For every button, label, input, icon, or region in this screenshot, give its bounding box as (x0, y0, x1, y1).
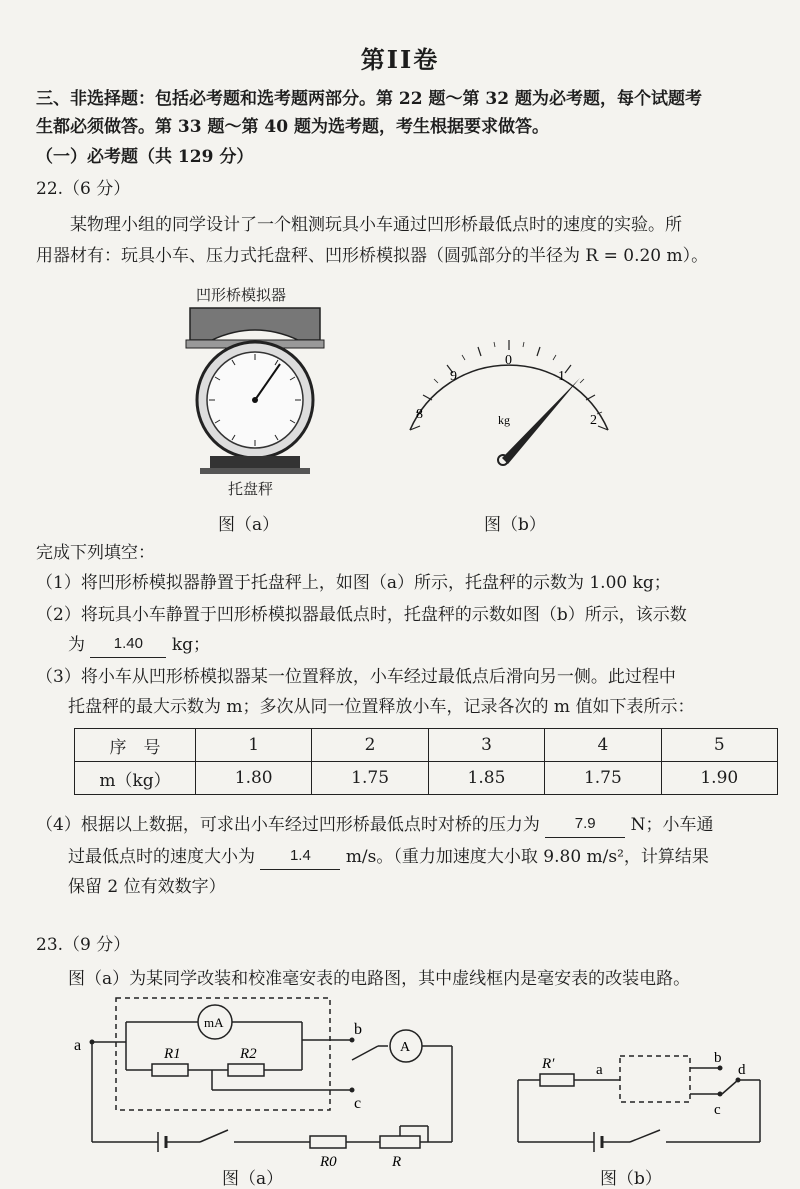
dial-tick-2: 2 (590, 413, 597, 428)
dial-tick-9: 9 (450, 369, 457, 384)
label-r2: R2 (240, 1046, 257, 1062)
dial-tick-8: 8 (416, 407, 423, 422)
q22-item2-line2 (68, 634, 210, 658)
dial-tick-0: 0 (505, 353, 512, 368)
table-row (75, 762, 778, 795)
label-b-c: c (714, 1102, 721, 1118)
item2-suffix: kg； (171, 635, 210, 655)
answer-blank-speed (260, 846, 340, 870)
answer-force: 7.9 (574, 815, 596, 832)
label-milliammeter: mA (204, 1015, 224, 1030)
q22-item1: （1）将凹形桥模拟器静置于托盘秤上，如图（a）所示，托盘秤的示数为 1.00 kg； (36, 573, 671, 593)
answer-blank-force (545, 814, 625, 838)
q22-header: 22.（6 分） (36, 179, 131, 199)
q22-item3-line1: （3）将小车从凹形桥模拟器某一位置释放，小车经过最低点后滑向另一侧。此过程中 (36, 667, 676, 687)
table-value: 1.75 (312, 762, 428, 795)
fig-a-caption: 图（a） (218, 515, 280, 535)
q22-item4-line3: 保留 2 位有效数字） (68, 877, 226, 897)
label-ammeter: A (400, 1040, 411, 1055)
label-b: b (354, 1021, 362, 1038)
answer-blank-mass (90, 634, 166, 658)
table-value: 1.75 (545, 762, 661, 795)
fig-b-caption: 图（b） (484, 515, 546, 535)
fill-intro: 完成下列填空： (36, 543, 155, 563)
q22-item4-line1 (36, 814, 714, 838)
table-index: 3 (428, 729, 544, 762)
section-instruction-line2: 生都必须做答。第 33 题～第 40 题为选考题，考生根据要求做答。 (36, 117, 549, 137)
q23-fig-a-caption: 图（a） (222, 1169, 284, 1189)
answer-mass: 1.40 (113, 635, 143, 652)
item4-prefix: （4）根据以上数据，可求出小车经过凹形桥最低点时对桥的压力为 (36, 815, 540, 835)
fig-a-top-label: 凹形桥模拟器 (196, 286, 287, 304)
table-value: 1.80 (196, 762, 312, 795)
dial-unit: kg (498, 413, 510, 427)
q22-item4-line2 (68, 846, 709, 870)
circuit-b (510, 1050, 780, 1160)
section-instruction-line1: 三、非选择题：包括必考题和选考题两部分。第 22 题～第 32 题为必考题，每个试题考 (36, 89, 702, 109)
answer-speed: 1.4 (289, 847, 311, 864)
circuit-a (70, 990, 470, 1170)
table-row (75, 729, 778, 762)
part-heading: （一）必考题（共 129 分） (36, 147, 254, 167)
label-b-b: b (714, 1050, 722, 1066)
dial-needle (502, 378, 580, 464)
table-header-label: 序 号 (75, 729, 196, 762)
label-b-d: d (738, 1062, 746, 1078)
q23-fig-b-caption: 图（b） (600, 1169, 662, 1189)
fig-a-bottom-label: 托盘秤 (228, 480, 274, 498)
label-r: R (392, 1154, 402, 1170)
item2-prefix: 为 (68, 635, 85, 655)
q23-intro: 图（a）为某同学改装和校准毫安表的电路图，其中虚线框内是毫安表的改装电路。 (68, 969, 691, 989)
table-index: 5 (661, 729, 777, 762)
label-r1: R1 (164, 1046, 181, 1062)
label-r-prime: R′ (542, 1056, 555, 1072)
item4-suffix: N；小车通 (630, 815, 714, 835)
dial-reading-figure (390, 320, 630, 470)
table-value: 1.85 (428, 762, 544, 795)
label-c: c (354, 1095, 362, 1112)
label-r0: R0 (320, 1154, 337, 1170)
q23-header: 23.（9 分） (36, 935, 131, 955)
q22-intro-line2: 用器材有：玩具小车、压力式托盘秤、凹形桥模拟器（圆弧部分的半径为 R = 0.20 m）。 (36, 246, 709, 266)
q22-item3-line2: 托盘秤的最大示数为 m；多次从同一位置释放小车，记录各次的 m 值如下表所示： (68, 697, 695, 717)
page-title: 第II卷 (360, 45, 440, 74)
table-index: 2 (312, 729, 428, 762)
measurement-table (74, 728, 778, 795)
item4b-prefix: 过最低点时的速度大小为 (68, 847, 255, 867)
label-b-a: a (596, 1062, 603, 1078)
q22-item2-line1: （2）将玩具小车静置于凹形桥模拟器最低点时，托盘秤的示数如图（b）所示，该示数 (36, 605, 687, 625)
scale-figure (180, 300, 330, 480)
item4b-suffix: m/s。（重力加速度大小取 9.80 m/s²，计算结果 (345, 847, 709, 867)
table-index: 4 (545, 729, 661, 762)
dial-tick-1: 1 (558, 369, 565, 384)
label-a: a (74, 1037, 82, 1054)
table-index: 1 (196, 729, 312, 762)
q22-intro-line1: 某物理小组的同学设计了一个粗测玩具小车通过凹形桥最低点时的速度的实验。所 (70, 215, 682, 235)
table-value: 1.90 (661, 762, 777, 795)
table-row-label: m（kg） (75, 762, 196, 795)
